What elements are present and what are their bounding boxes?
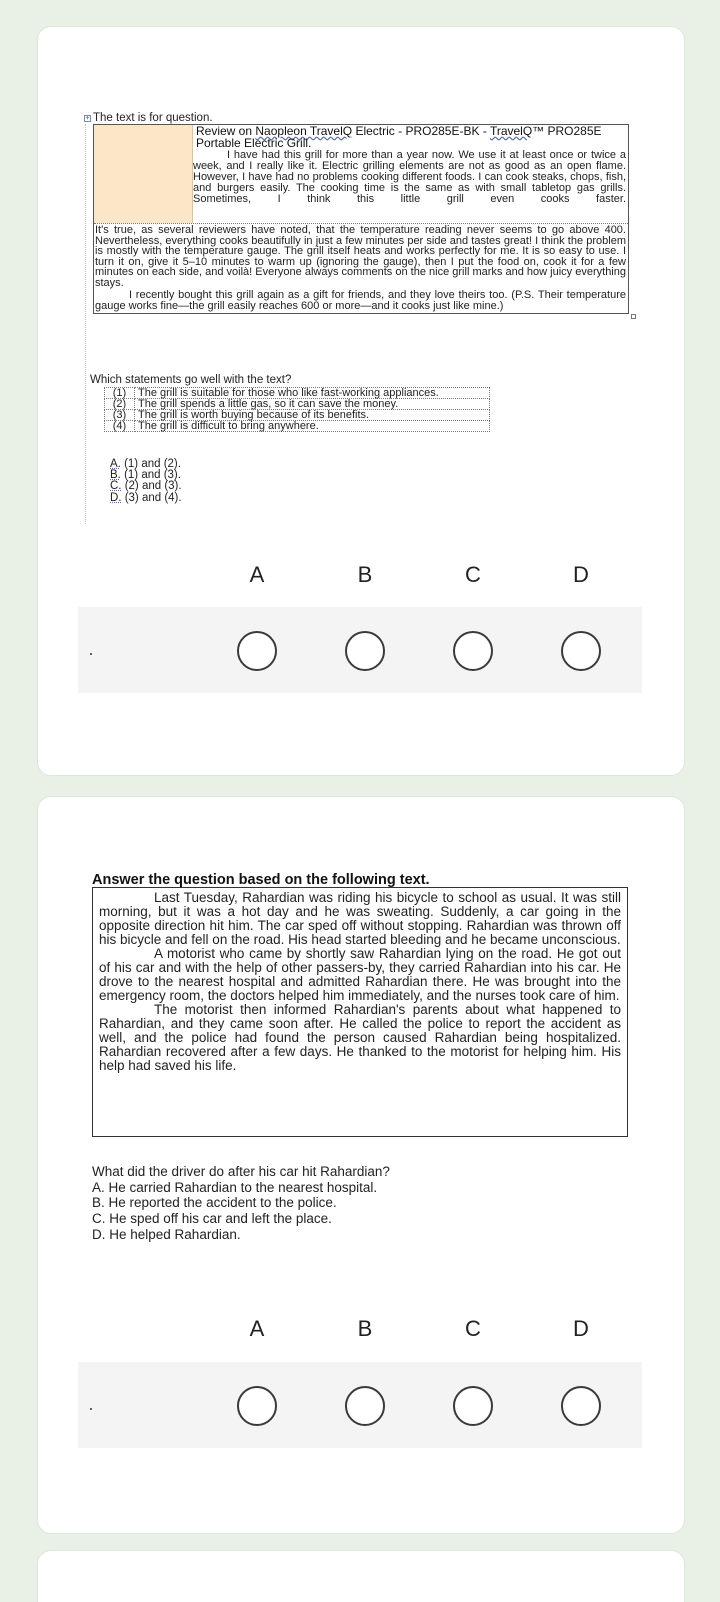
column-label-d: D	[573, 562, 589, 587]
column-label-c: C	[465, 1316, 481, 1341]
radio-option-d[interactable]	[561, 1386, 601, 1426]
column-label-d: D	[573, 1316, 589, 1341]
choice-b: B. (1) and (3).	[110, 469, 181, 482]
passage-box	[92, 887, 628, 1137]
review-paragraph-1: I have had this grill for more than a year now. We use it at least once or twice a week, and I really like it. Electric grilling elements are not as good as an open flame. However, I have had no problems cooking different foods. I can cook steaks, chops, fish, and burgers easily. The cooking time is the same as with small tabletop gas grills. Sometimes, I think this little grill even cooks faster.	[193, 149, 626, 205]
option-c: C. He sped off his car and left the place.	[92, 1211, 332, 1227]
passage-paragraph-1: Last Tuesday, Rahardian was riding his bicycle to school as usual. It was still morning, but it was a hot day and he was sweating. Suddenly, a car going in the opposite direction hit him. The car sped off without stopping. Rahardian was thrown off his bicycle and fell on the road. His head started bleeding and he became unconscious.	[99, 890, 621, 947]
review-paragraph-2: It's true, as several reviewers have noted, that the temperature reading never seems to go above 400. Nevertheless, everything cooks beautifully in just a few minutes per side and tastes great! I think the problem is mostly with the temperature gauge. The grill itself heats and works perfectly for me. It is so easy to use. I turn it on, give it 5–10 minutes to warm up (ignoring the gauge), then I put the food on, cook it for a few minutes on each side, and voilà! Everyone always comments on the nice grill marks and how juicy everything stays.	[95, 224, 626, 289]
answer-radio-row-2	[78, 1362, 642, 1448]
statement-row	[105, 388, 490, 399]
passage-paragraph-3: The motorist then informed Rahardian's parents about what happened to Rahardian, and they came soon after. He called the police to report the accident as well, and the police had found the person caused Rahardian being hospitalized. Rahardian recovered after a few days. He thanked to the motorist for helping him. His help had saved his life.	[99, 1002, 621, 1073]
radio-option-a[interactable]	[237, 1386, 277, 1426]
radio-option-a[interactable]	[237, 631, 277, 671]
answer-choices-list	[110, 459, 182, 504]
row-marker	[90, 653, 92, 655]
statement-row	[105, 399, 490, 410]
choice-c: C. (2) and (3).	[110, 480, 182, 493]
choice-d: D. (3) and (4).	[110, 491, 182, 504]
statement-row	[105, 421, 490, 432]
statement-number: (1)	[105, 388, 135, 399]
question-card-3	[37, 1550, 685, 1602]
option-d: D. He helped Rahardian.	[92, 1226, 241, 1242]
question-2-text: What did the driver do after his car hit Rahardian?	[92, 1164, 390, 1179]
column-label-a: A	[249, 562, 265, 587]
row-marker	[90, 1408, 92, 1410]
radio-option-d[interactable]	[561, 631, 601, 671]
statement-text: The grill is suitable for those who like fast-working appliances.	[135, 388, 490, 399]
question-1-label-text: The text is for question.	[93, 112, 213, 124]
passage-paragraph-2: A motorist who came by shortly saw Rahardian lying on the road. He got out of his car and with the help of other passers-by, they carried Rahardian into his car. He drove to the nearest hospital and admitted Rahardian there. He was brought into the emergency room, the doctors helped him immediately, and the nurses took care of him.	[99, 946, 621, 1003]
statement-text: The grill is difficult to bring anywhere.	[135, 421, 490, 432]
statement-question: Which statements go well with the text?	[90, 374, 292, 386]
table-move-handle-icon[interactable]: +	[85, 115, 90, 122]
review-paragraph-3: I recently bought this grill again as a gift for friends, and they love theirs too. (P.S. Their temperature gauge works fine—the grill easily reaches 600 or more—and it cooks just like mine.)	[95, 289, 626, 312]
statement-row	[105, 410, 490, 421]
option-a: A. He carried Rahardian to the nearest hospital.	[92, 1179, 378, 1195]
review-image-placeholder	[94, 125, 193, 223]
statement-number: (4)	[105, 421, 135, 432]
question-2-block	[92, 1164, 390, 1243]
statement-text: The grill spends a little gas, so it can save the money.	[135, 399, 490, 410]
guide-line	[85, 124, 86, 524]
column-label-b: B	[357, 1316, 373, 1341]
choice-a: A. (1) and (2).	[110, 458, 181, 470]
radio-option-c[interactable]	[453, 1386, 493, 1426]
option-b: B. He reported the accident to the police.	[92, 1195, 337, 1211]
column-label-c: C	[465, 562, 481, 587]
question-2-title: Answer the question based on the following text.	[92, 872, 430, 888]
statement-number: (2)	[105, 399, 135, 410]
resize-handle[interactable]	[631, 314, 636, 319]
answer-radio-row-1	[78, 607, 642, 693]
radio-option-b[interactable]	[345, 1386, 385, 1426]
radio-option-b[interactable]	[345, 631, 385, 671]
statements-table	[104, 387, 490, 432]
column-label-a: A	[249, 1316, 265, 1341]
statement-number: (3)	[105, 410, 135, 421]
statement-text: The grill is worth buying because of its benefits.	[135, 410, 490, 421]
column-label-b: B	[357, 562, 373, 587]
review-title: Review on Naopleon TravelQ Electric - PRO285E-BK - TravelQ™ PRO285E Portable Electric Grill.	[196, 124, 602, 150]
radio-option-c[interactable]	[453, 631, 493, 671]
